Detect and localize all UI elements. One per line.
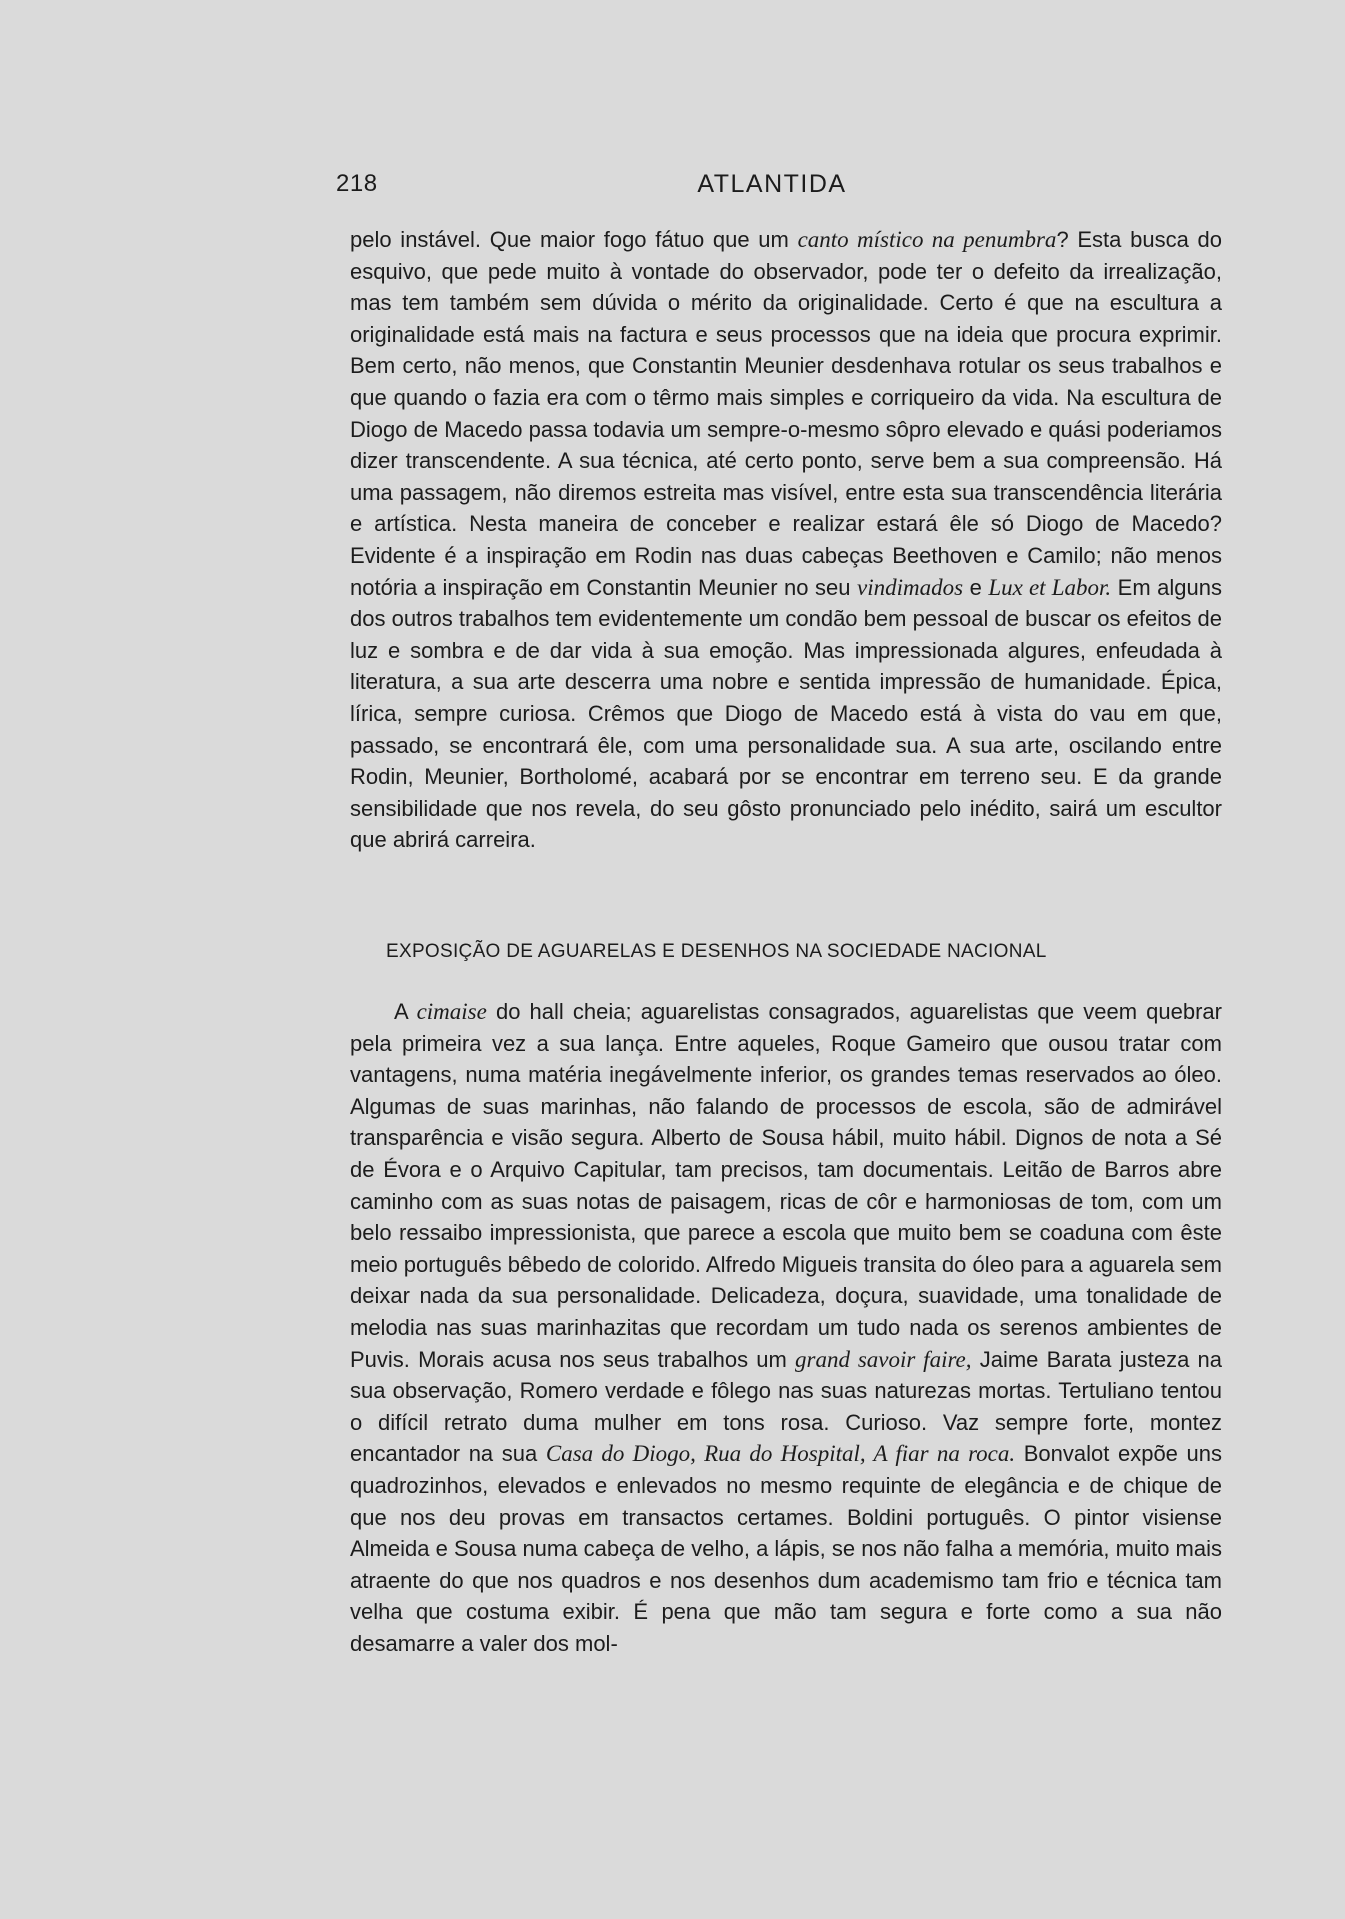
italic-title: Casa do Diogo, Rua do Hospital, A fiar na roca. xyxy=(545,1441,1016,1467)
text-run: ? Esta busca do esquivo, que pede muito à vontade do observador, pode ter o defeito da irrealização, mas tem também sem dúvida o mérito da originalidade. Certo é que na escultura a originalidade está mais na factura e seus processos que na ideia que procura exprimir. Bem certo, não menos, que Constantin Meunier desdenhava rotular os seus trabalhos e que quando o fazia era com o têrmo mais simples e corriqueiro da vida. Na escultura de Diogo de Macedo passa todavia um sempre-o-mesmo sôpro elevado e quási poderiamos dizer transcendente. A sua técnica, até certo ponto, serve bem a sua compreensão. Há uma passagem, não diremos estreita mas visível, entre esta sua transcendência literária e artística. Nesta maneira de conceber e realizar estará êle só Diogo de Macedo? Evidente é a inspiração em Rodin nas duas cabeças Beethoven e Camilo; não menos notória a inspiração em Constantin Meunier no seu xyxy=(350,227,1222,600)
running-title: ATLANTIDA xyxy=(697,170,847,198)
body-paragraph-2 xyxy=(350,996,1222,1659)
text-run: do hall cheia; aguarelistas consagrados, aguarelistas que veem quebrar pela primeira vez a sua lança. Entre aqueles, Roque Gameiro que ousou tratar com vantagens, numa matéria inegávelmente inferior, os grandes temas reservados ao óleo. Algumas de suas marinhas, não falando de processos de escola, são de admirável transparência e visão segura. Alberto de Sousa hábil, muito hábil. Dignos de nota a Sé de Évora e o Arquivo Capitular, tam precisos, tam documentais. Leitão de Barros abre caminho com as suas notas de paisagem, ricas de côr e harmoniosas de tom, com um belo ressaibo impressionista, que parece a escola que muito bem se coaduna com êste meio português bêbedo de colorido. Alfredo Migueis transita do óleo para a aguarela sem deixar nada da sua personalidade. Delicadeza, doçura, suavidade, uma tonalidade de melodia nas suas marinhazitas que recordam um tudo nada os serenos ambientes de Puvis. Morais acusa nos seus trabalhos um xyxy=(350,999,1222,1372)
body-paragraph-1 xyxy=(350,224,1222,856)
text-run: e xyxy=(963,574,989,600)
text-run: A xyxy=(394,999,417,1024)
italic-title: canto místico na penumbra xyxy=(797,227,1057,252)
page-header xyxy=(336,170,1208,206)
text-run: Jaime Barata justeza na sua observação, Romero verdade e fôlego nas suas naturezas mortas. Tertuliano tentou o difícil retrato duma mulher em tons rosa. Curioso. Vaz sempre forte, montez encantador na sua xyxy=(350,1346,1222,1467)
italic-title: vindimados xyxy=(857,574,964,600)
page-number: 218 xyxy=(336,170,378,197)
italic-term: grand savoir faire, xyxy=(795,1346,972,1372)
section-heading: EXPOSIÇÃO DE AGUARELAS E DESENHOS NA SOCIEDADE NACIONAL xyxy=(386,941,1047,962)
italic-title: Lux et Labor. xyxy=(988,574,1112,600)
text-run: Em alguns dos outros trabalhos tem evidentemente um condão bem pessoal de buscar os efeitos de luz e sombra e de dar vida à sua emoção. Mas impressionada algures, enfeudada à literatura, a sua arte descerra uma nobre e sentida impressão de humanidade. Épica, lírica, sempre curiosa. Crêmos que Diogo de Macedo está à vista do vau em que, passado, se encontrará êle, com uma personalidade sua. A sua arte, oscilando entre Rodin, Meunier, Bortholomé, acabará por se encontrar em terreno seu. E da grande sensibilidade que nos revela, do seu gôsto pronunciado pelo inédito, sairá um escultor que abrirá carreira. xyxy=(350,574,1222,853)
text-run: pelo instável. Que maior fogo fátuo que um xyxy=(350,227,798,252)
text-run: Bonvalot expõe uns quadrozinhos, elevados e enlevados no mesmo requinte de elegância e de chique de que nos deu provas em transactos certames. Boldini português. O pintor visiense Almeida e Sousa numa cabeça de velho, a lápis, se nos não falha a memória, muito mais atraente do que nos quadros e nos desenhos dum academismo tam frio e técnica tam velha que costuma exibir. É pena que mão tam segura e forte como a sua não desamarre a valer dos mol- xyxy=(350,1441,1222,1656)
italic-term: cimaise xyxy=(416,999,487,1024)
